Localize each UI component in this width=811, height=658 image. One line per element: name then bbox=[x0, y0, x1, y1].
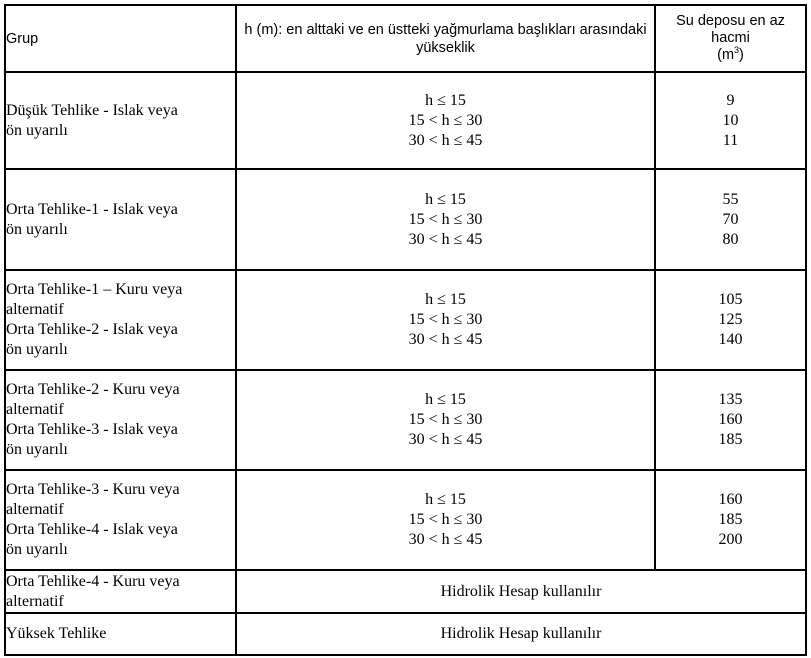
group-cell: Orta Tehlike-1 - Islak veya ön uyarılı bbox=[5, 169, 236, 270]
height-range-cell: h ≤ 15 15 < h ≤ 30 30 < h ≤ 45 bbox=[236, 270, 655, 370]
header-tank-volume bbox=[655, 5, 806, 72]
tank-volume-cell: 105 125 140 bbox=[655, 270, 806, 370]
header-row bbox=[5, 5, 806, 72]
header-group: Grup bbox=[5, 5, 236, 72]
group-cell: Orta Tehlike-2 - Kuru veya alternatif Orta Tehlike-3 - Islak veya ön uyarılı bbox=[5, 370, 236, 470]
group-cell: Orta Tehlike-1 – Kuru veya alternatif Orta Tehlike-2 - Islak veya ön uyarılı bbox=[5, 270, 236, 370]
height-range-cell: h ≤ 15 15 < h ≤ 30 30 < h ≤ 45 bbox=[236, 470, 655, 570]
group-cell: Düşük Tehlike - Islak veya ön uyarılı bbox=[5, 72, 236, 169]
group-cell: Yüksek Tehlike bbox=[5, 613, 236, 655]
table-row bbox=[5, 169, 806, 270]
sprinkler-tank-table bbox=[4, 4, 807, 656]
tank-volume-cell: 55 70 80 bbox=[655, 169, 806, 270]
hydraulic-calculation-cell: Hidrolik Hesap kullanılır bbox=[236, 570, 806, 613]
header-height: h (m): en alttaki ve en üstteki yağmurlama başlıkları arasındaki yükseklik bbox=[236, 5, 655, 72]
height-range-cell: h ≤ 15 15 < h ≤ 30 30 < h ≤ 45 bbox=[236, 169, 655, 270]
table-row bbox=[5, 72, 806, 169]
table-row bbox=[5, 613, 806, 655]
tank-volume-cell: 160 185 200 bbox=[655, 470, 806, 570]
unit-exponent: 3 bbox=[734, 45, 740, 55]
header-tank-line2: hacmi bbox=[711, 30, 750, 46]
group-cell: Orta Tehlike-4 - Kuru veya alternatif bbox=[5, 570, 236, 613]
height-range-cell: h ≤ 15 15 < h ≤ 30 30 < h ≤ 45 bbox=[236, 370, 655, 470]
height-range-cell: h ≤ 15 15 < h ≤ 30 30 < h ≤ 45 bbox=[236, 72, 655, 169]
header-tank-line1: Su deposu en az bbox=[676, 13, 785, 29]
table-row bbox=[5, 270, 806, 370]
hydraulic-calculation-cell: Hidrolik Hesap kullanılır bbox=[236, 613, 806, 655]
tank-volume-cell: 9 10 11 bbox=[655, 72, 806, 169]
table-row bbox=[5, 570, 806, 613]
tank-volume-cell: 135 160 185 bbox=[655, 370, 806, 470]
table-row bbox=[5, 470, 806, 570]
group-cell: Orta Tehlike-3 - Kuru veya alternatif Orta Tehlike-4 - Islak veya ön uyarılı bbox=[5, 470, 236, 570]
header-tank-unit: $(m^3)$ bbox=[717, 45, 744, 63]
table-row bbox=[5, 370, 806, 470]
